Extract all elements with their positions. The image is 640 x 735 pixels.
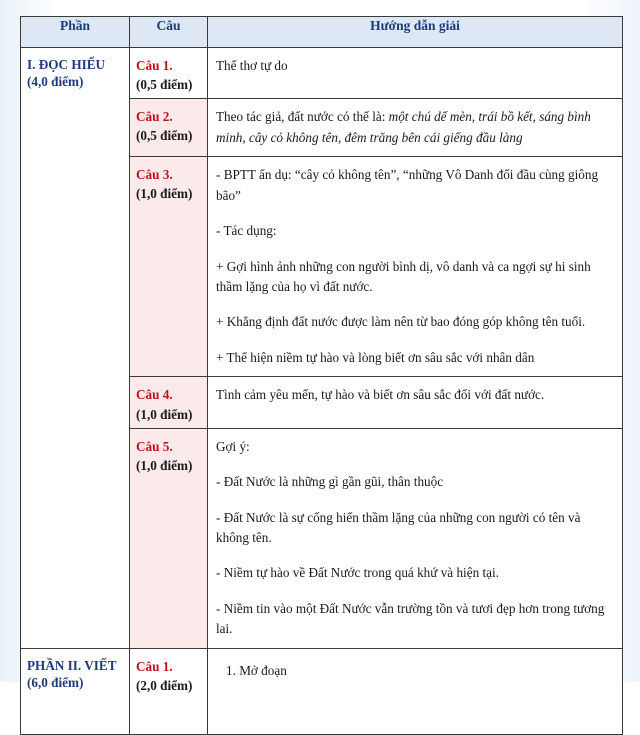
answer-line: - Đất Nước là sự cống hiến thầm lặng của những con người có tên và không tên. [216, 509, 581, 545]
question-cell [130, 157, 208, 377]
question-points: (2,0 điểm) [136, 677, 193, 693]
answer-cell [208, 377, 623, 428]
question-points: (0,5 điểm) [136, 128, 193, 144]
answer-cell [208, 648, 623, 734]
table-header-row [21, 17, 623, 48]
answer-cell [208, 48, 623, 99]
answer-cell [208, 157, 623, 377]
table-row [21, 48, 623, 99]
question-cell [130, 377, 208, 428]
answer-line: - Đất Nước là những gì gần gũi, thân thuộc [216, 474, 444, 490]
answer-cell [208, 99, 623, 157]
table-row [21, 648, 623, 734]
answer-line: Tình cảm yêu mến, tự hào và biết ơn sâu sắc đối với đất nước. [216, 387, 545, 403]
answer-line: 1. Mở đoạn [226, 662, 287, 678]
section-score: (6,0 điểm) [27, 674, 84, 690]
question-points: (1,0 điểm) [136, 457, 193, 473]
answer-cell [208, 428, 623, 648]
answer-table [20, 16, 623, 735]
answer-line: + Thể hiện niềm tự hào và lòng biết ơn sâu sắc với nhân dân [216, 349, 535, 365]
header-part: Phần [21, 17, 130, 48]
answer-line: + Khẳng định đất nước được làm nên từ bao đóng góp không tên tuổi. [216, 314, 586, 330]
answer-italic: một chú dế mèn, trái bồ kết, sáng bình minh, cây cỏ không tên, đêm trăng bên cái giếng đầu làng [216, 109, 591, 145]
question-points: (1,0 điểm) [136, 186, 193, 202]
question-number: Câu 1. [136, 58, 173, 73]
answer-line [216, 107, 612, 148]
answer-line: - Niềm tin vào một Đất Nước vẫn trường tồn và tươi đẹp hơn trong tương lai. [216, 600, 605, 637]
question-number: Câu 2. [136, 109, 173, 125]
answer-line: + Gợi hình ảnh những con người bình dị, vô danh và ca ngợi sự hi sinh thầm lặng của họ vì đất nước. [216, 258, 591, 294]
section-score: (4,0 điểm) [27, 74, 84, 90]
section-title: I. ĐỌC HIỂU [27, 57, 106, 72]
section-title: PHẦN II. VIẾT [27, 657, 117, 673]
question-cell [130, 99, 208, 157]
question-cell [130, 48, 208, 99]
question-points: (0,5 điểm) [136, 77, 193, 93]
header-guide: Hướng dẫn giải [208, 17, 623, 48]
answer-lead: Theo tác giả, đất nước có thể là: [216, 109, 389, 125]
question-number: Câu 5. [136, 438, 173, 454]
question-number: Câu 1. [136, 658, 173, 674]
question-points: (1,0 điểm) [136, 406, 193, 422]
question-number: Câu 3. [136, 167, 173, 183]
section-reading [21, 48, 130, 649]
section-writing [21, 648, 130, 734]
question-cell [130, 648, 208, 734]
answer-line: - Niềm tự hào về Đất Nước trong quá khứ và hiện tại. [216, 565, 499, 581]
answer-line: - Tác dụng: [216, 223, 277, 239]
answer-line: Gợi ý: [216, 438, 250, 454]
header-question: Câu [130, 17, 208, 48]
answer-line: Thể thơ tự do [216, 58, 288, 73]
question-number: Câu 4. [136, 387, 173, 403]
question-cell [130, 428, 208, 648]
answer-line: - BPTT ẩn dụ: “cây cỏ không tên”, “những Vô Danh đối đầu cùng giông bão” [216, 167, 599, 203]
